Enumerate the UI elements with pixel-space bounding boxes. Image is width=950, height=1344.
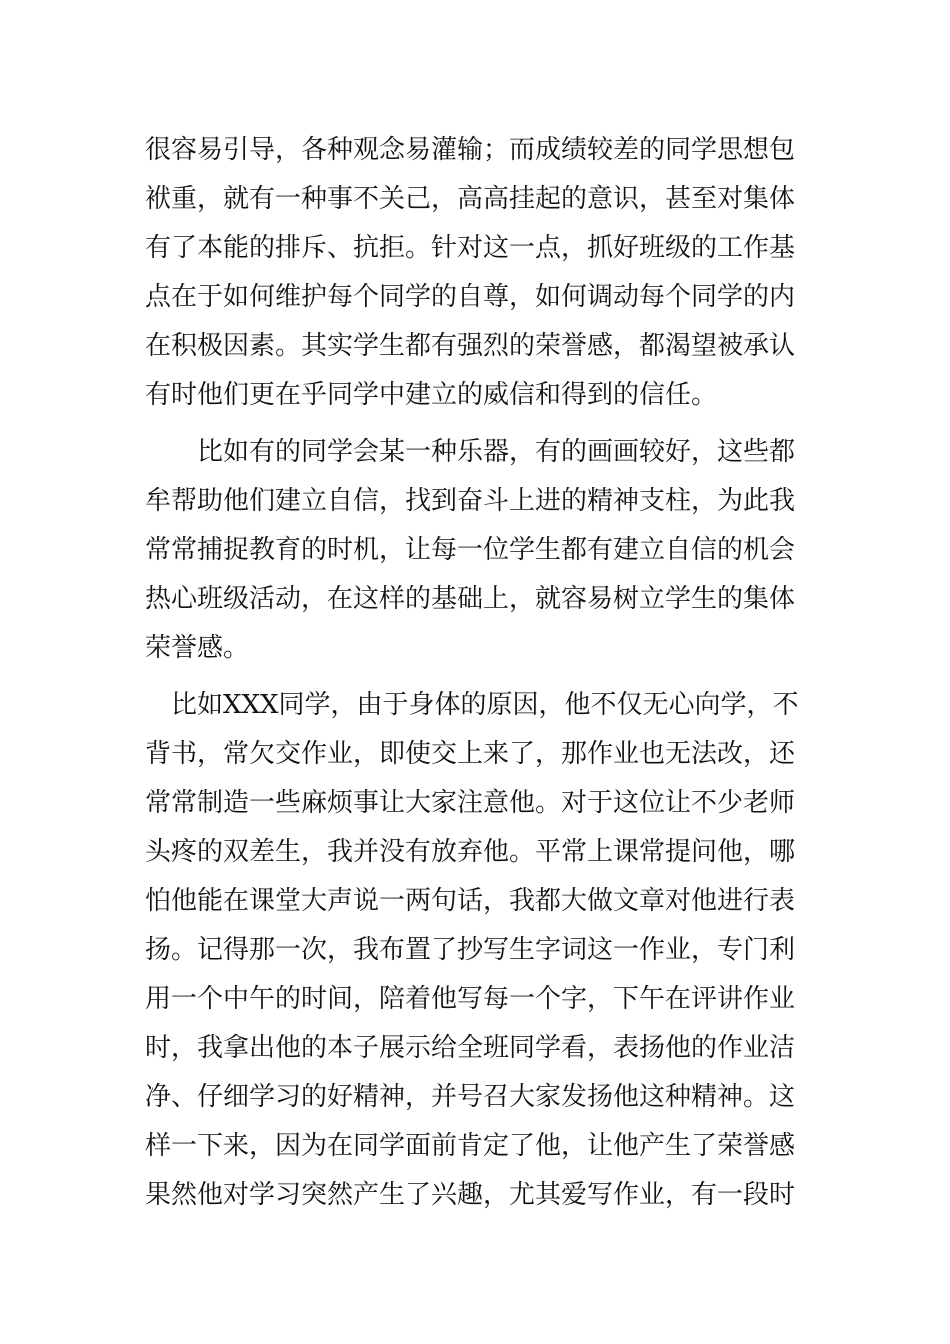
paragraph-gap [145,673,825,681]
text-line: 常常捕捉教育的时机，让每一位学生都有建立自信的机会 [145,535,796,565]
text-line: 很容易引导，各种观念易灌输；而成绩较差的同学思想包 [145,135,796,165]
text-line: 比如有的同学会某一种乐器，有的画画较好，这些都 [197,437,796,467]
text-line: 在积极因素。其实学生都有强烈的荣誉感，都渴望被承认 [145,331,796,361]
text-line: 时，我拿出他的本子展示给全班同学看，表扬他的作业洁 [145,1033,796,1063]
text-line: 头疼的双差生，我并没有放弃他。平常上课常提问他，哪 [145,837,796,867]
text-line: 果然他对学习突然产生了兴趣，尤其爱写作业，有一段时 [145,1180,796,1210]
text-line: 常常制造一些麻烦事让大家注意他。对于这位让不少老师 [145,788,796,818]
text-line: 袱重，就有一种事不关己，高高挂起的意识，甚至对集体 [145,184,796,214]
paragraph-3 [145,681,825,1220]
text-line: 热心班级活动，在这样的基础上，就容易树立学生的集体 [145,584,796,614]
text-line: 怕他能在课堂大声说一两句话，我都大做文章对他进行表 [145,886,796,916]
paragraph-2 [145,428,825,673]
text-line: 扬。记得那一次，我布置了抄写生字词这一作业，专门利 [145,935,796,965]
text-line: 有了本能的排斥、抗拒。针对这一点，抓好班级的工作基 [145,233,796,263]
text-line: 用一个中午的时间，陪着他写每一个字，下午在评讲作业 [145,984,796,1014]
text-line: 比如XXX同学，由于身体的原因，他不仅无心向学，不 [171,690,799,720]
text-line: 净、仔细学习的好精神，并号召大家发扬他这种精神。这 [145,1082,796,1112]
text-line: 背书，常欠交作业，即使交上来了，那作业也无法改，还 [145,739,796,769]
paragraph-gap [145,420,825,428]
paragraph-1 [145,126,825,420]
document-body [145,126,825,1220]
text-line: 样一下来，因为在同学面前肯定了他，让他产生了荣誉感 [145,1131,796,1161]
text-line: 点在于如何维护每个同学的自尊，如何调动每个同学的内 [145,282,796,312]
text-line: 有时他们更在乎同学中建立的威信和得到的信任。 [145,380,718,410]
text-line: 荣誉感。 [145,633,250,663]
text-line: 牟帮助他们建立自信，找到奋斗上进的精神支柱，为此我 [145,486,796,516]
